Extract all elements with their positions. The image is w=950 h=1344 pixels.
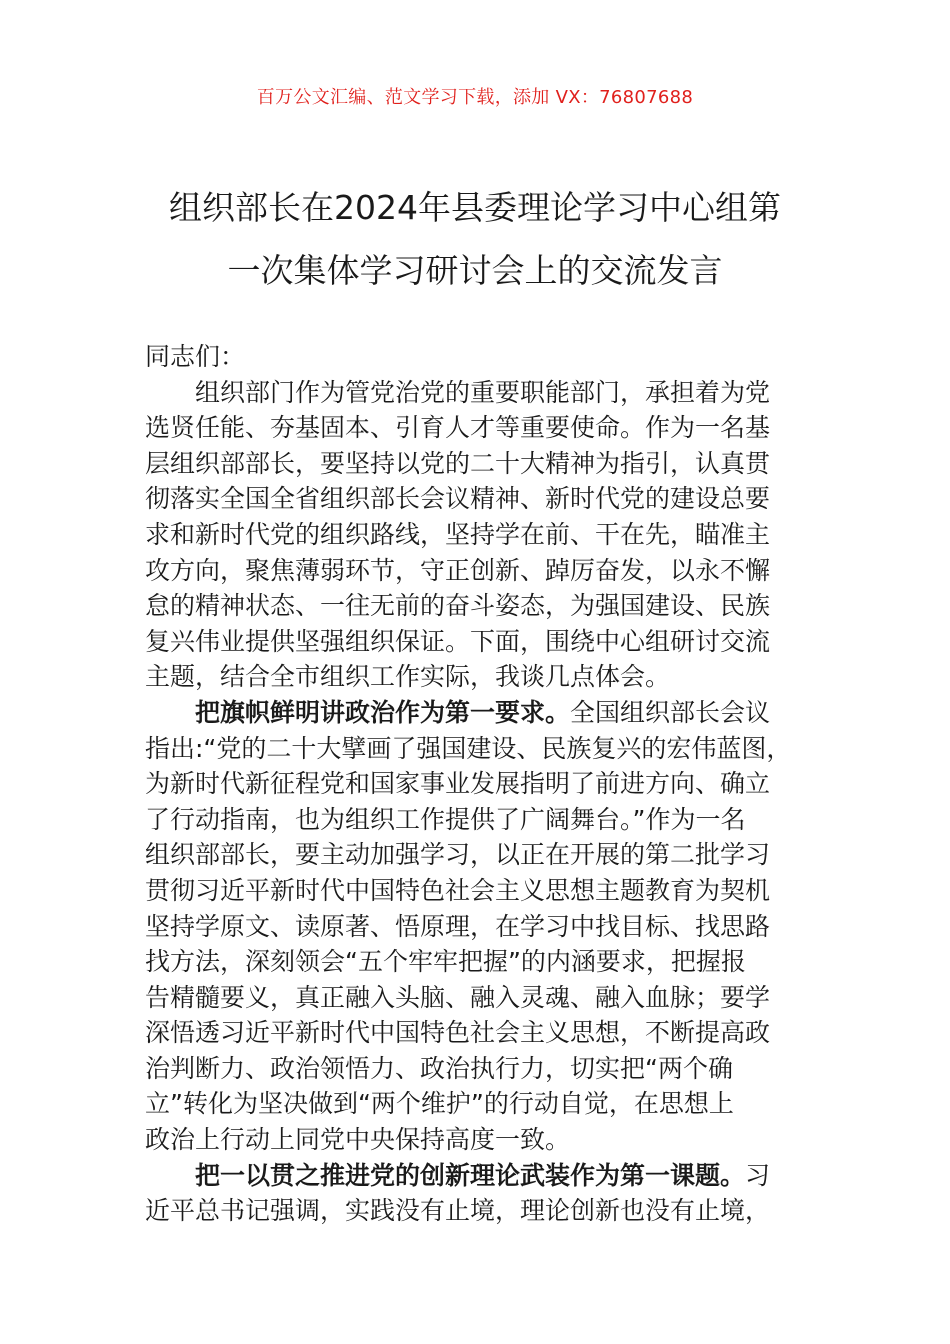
paragraph-2-line: 指出:“党的二十大擘画了强国建设、民族复兴的宏伟蓝图， xyxy=(145,733,792,763)
paragraph-3 xyxy=(145,1158,807,1229)
paragraph-1 xyxy=(145,375,807,695)
title-line-1: 组织部长在2024年县委理论学习中心组第 xyxy=(169,188,781,227)
paragraph-3-first-rest: 习 xyxy=(745,1160,771,1190)
paragraph-1-line: 层组织部部长，要坚持以党的二十大精神为指引，认真贯 xyxy=(145,448,771,478)
watermark-text: 百万公文汇编、范文学习下载，添加 VX：76807688 xyxy=(256,87,694,108)
document-title xyxy=(140,176,810,302)
paragraph-2-line: 立”转化为坚决做到“两个维护”的行动自觉，在思想上 xyxy=(145,1089,734,1119)
document-body xyxy=(145,339,807,1229)
paragraph-3-heading: 把一以贯之推进党的创新理论武装作为第一课题。 xyxy=(195,1160,746,1190)
paragraph-1-line: 复兴伟业提供坚强组织保证。下面，围绕中心组研讨交流 xyxy=(145,626,771,656)
paragraph-1-line: 怠的精神状态、一往无前的奋斗姿态，为强国建设、民族 xyxy=(145,591,771,621)
title-line-2: 一次集体学习研讨会上的交流发言 xyxy=(227,251,723,290)
paragraph-1-line: 主题，结合全市组织工作实际，我谈几点体会。 xyxy=(145,662,671,692)
paragraph-1-line: 求和新时代党的组织路线，坚持学在前、干在先，瞄准主 xyxy=(145,519,771,549)
paragraph-2-line: 了行动指南，也为组织工作提供了广阔舞台。”作为一名 xyxy=(145,804,746,834)
paragraph-2-line: 政治上行动上同党中央保持高度一致。 xyxy=(145,1125,571,1155)
paragraph-2-line: 告精髓要义，真正融入头脑、融入灵魂、融入血脉；要学 xyxy=(145,982,771,1012)
paragraph-2-line: 深悟透习近平新时代中国特色社会主义思想，不断提高政 xyxy=(145,1018,771,1048)
paragraph-1-line: 组织部门作为管党治党的重要职能部门，承担着为党 xyxy=(195,377,771,407)
paragraph-2-line: 坚持学原文、读原著、悟原理，在学习中找目标、找思路 xyxy=(145,911,771,941)
paragraph-2-line: 为新时代新征程党和国家事业发展指明了前进方向、确立 xyxy=(145,769,771,799)
salutation: 同志们： xyxy=(145,342,246,371)
paragraph-1-line: 彻落实全国全省组织部长会议精神、新时代党的建设总要 xyxy=(145,484,771,514)
paragraph-3-line: 近平总书记强调，实践没有止境，理论创新也没有止境， xyxy=(145,1196,771,1226)
paragraph-1-line: 选贤任能、夯基固本、引育人才等重要使命。作为一名基 xyxy=(145,413,771,443)
paragraph-3-first-line xyxy=(145,1158,807,1194)
paragraph-2-line: 组织部部长，要主动加强学习，以正在开展的第二批学习 xyxy=(145,840,771,870)
paragraph-2-line: 治判断力、政治领悟力、政治执行力，切实把“两个确 xyxy=(145,1053,733,1083)
paragraph-1-line: 攻方向，聚焦薄弱环节，守正创新、踔厉奋发，以永不懈 xyxy=(145,555,771,585)
paragraph-2-line: 找方法，深刻领会“五个牢牢把握”的内涵要求，把握报 xyxy=(145,947,746,977)
paragraph-2-heading: 把旗帜鲜明讲政治作为第一要求。 xyxy=(195,697,571,727)
paragraph-2-line: 贯彻习近平新时代中国特色社会主义思想主题教育为契机 xyxy=(145,875,771,905)
paragraph-2-first-line xyxy=(145,695,807,731)
paragraph-2-first-rest: 全国组织部长会议 xyxy=(570,697,771,727)
paragraph-2 xyxy=(145,695,807,1158)
